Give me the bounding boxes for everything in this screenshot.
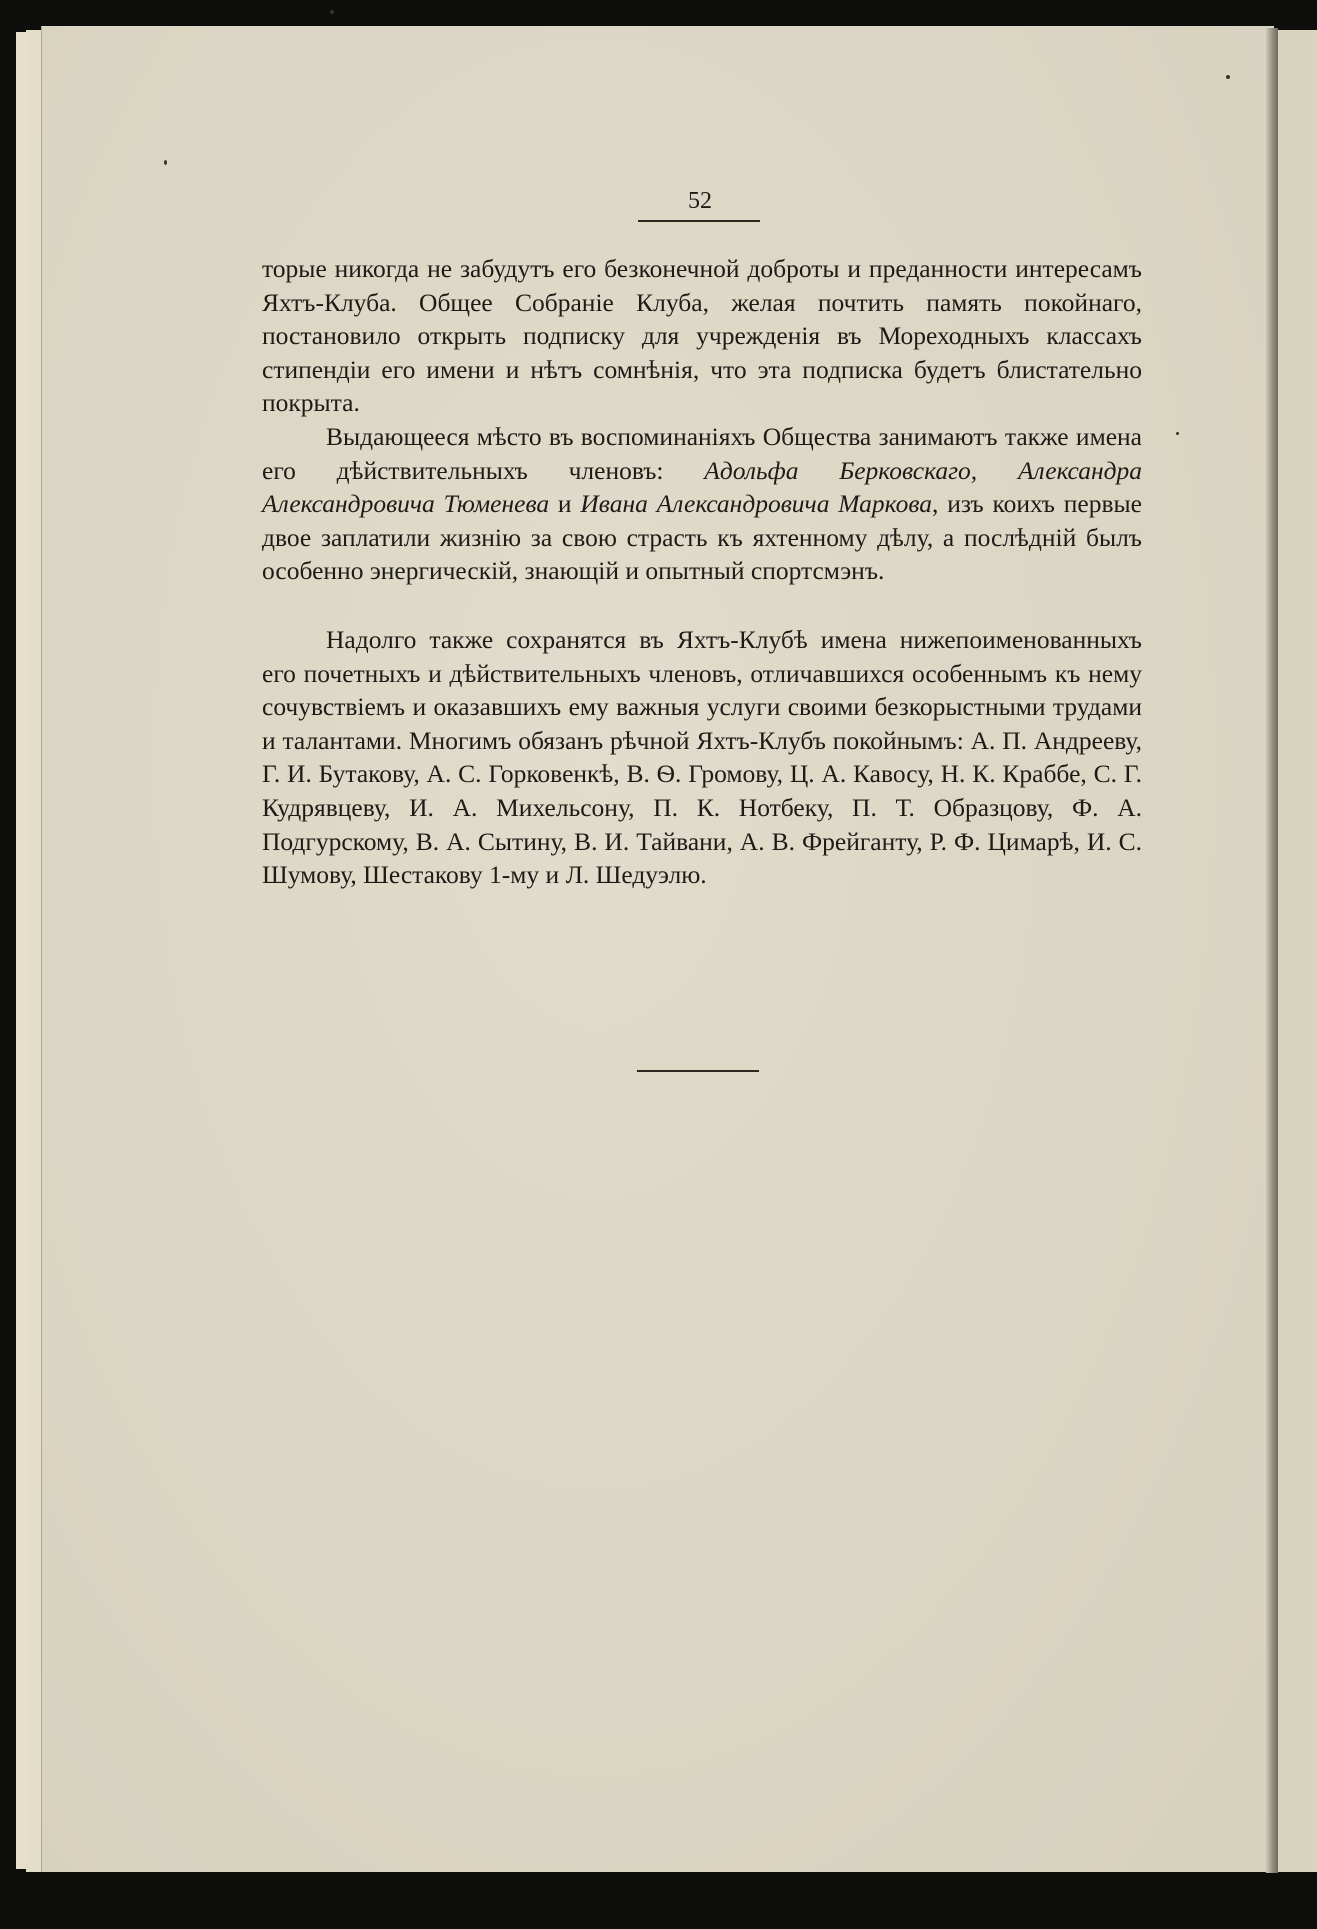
header-rule (638, 220, 760, 222)
facing-page-edge (1278, 30, 1317, 1872)
paper-speck (1226, 75, 1230, 79)
paragraph-2 (262, 420, 1142, 588)
italic-names: Адольфа Берковскаго, Александра Александровича Тюменева (262, 455, 1143, 519)
paper-speck (1176, 432, 1179, 435)
paragraph-text: торые никогда не забудутъ его безконечной доброты и преданности интересамъ Яхтъ-Клуба. Общее Собраніе Клуба, желая почтить память покойнаго, постановило открыть подписку для учрежденія въ Мореходныхъ классахъ стипендіи его имени и нѣтъ сомнѣнія, что эта подписка будетъ блистательно покрыта. (262, 254, 1142, 418)
book-gutter (1266, 28, 1278, 1873)
italic-names: Ивана Александровича Маркова (580, 489, 933, 519)
paper-speck (330, 10, 334, 14)
closing-rule (637, 1070, 759, 1072)
paragraph-1 (262, 252, 1142, 420)
paragraph-text: и (549, 489, 581, 519)
page-number: 52 (688, 188, 712, 214)
paragraph-3 (262, 623, 1142, 892)
paragraph-text: Надолго также сохранятся въ Яхтъ-Клубѣ имена нижепоименованныхъ его почетныхъ и дѣйствительныхъ членовъ, отличавшихся особеннымъ къ нему сочувствіемъ и оказавшихъ ему важныя услуги своими безкорыстными трудами и талантами. Многимъ обязанъ рѣчной Яхтъ-Клубъ покойнымъ: А. П. Андрееву, Г. И. Бутакову, А. С. Горковенкѣ, В. Ѳ. Громову, Ц. А. Кавосу, Н. К. Краббе, С. Г. Кудрявцеву, И. А. Михельсону, П. К. Нотбеку, П. Т. Образцову, Ф. А. Подгурскому, В. А. Сытину, В. И. Тайвани, А. В. Фрейганту, Р. Ф. Цимарѣ, И. С. Шумову, Шестакову 1-му и Л. Шедуэлю. (262, 625, 1142, 890)
paper-speck (164, 160, 167, 165)
paragraph-text: Выдающееся мѣсто въ воспоминаніяхъ Общества занимаютъ также имена его дѣйствительныхъ членовъ: (262, 422, 1142, 485)
paragraph-text: , изъ коихъ первые двое заплатили жизнію за свою страсть къ яхтенному дѣлу, а послѣдній былъ особенно энергическій, знающій и опытный спортсмэнъ. (262, 489, 1142, 586)
